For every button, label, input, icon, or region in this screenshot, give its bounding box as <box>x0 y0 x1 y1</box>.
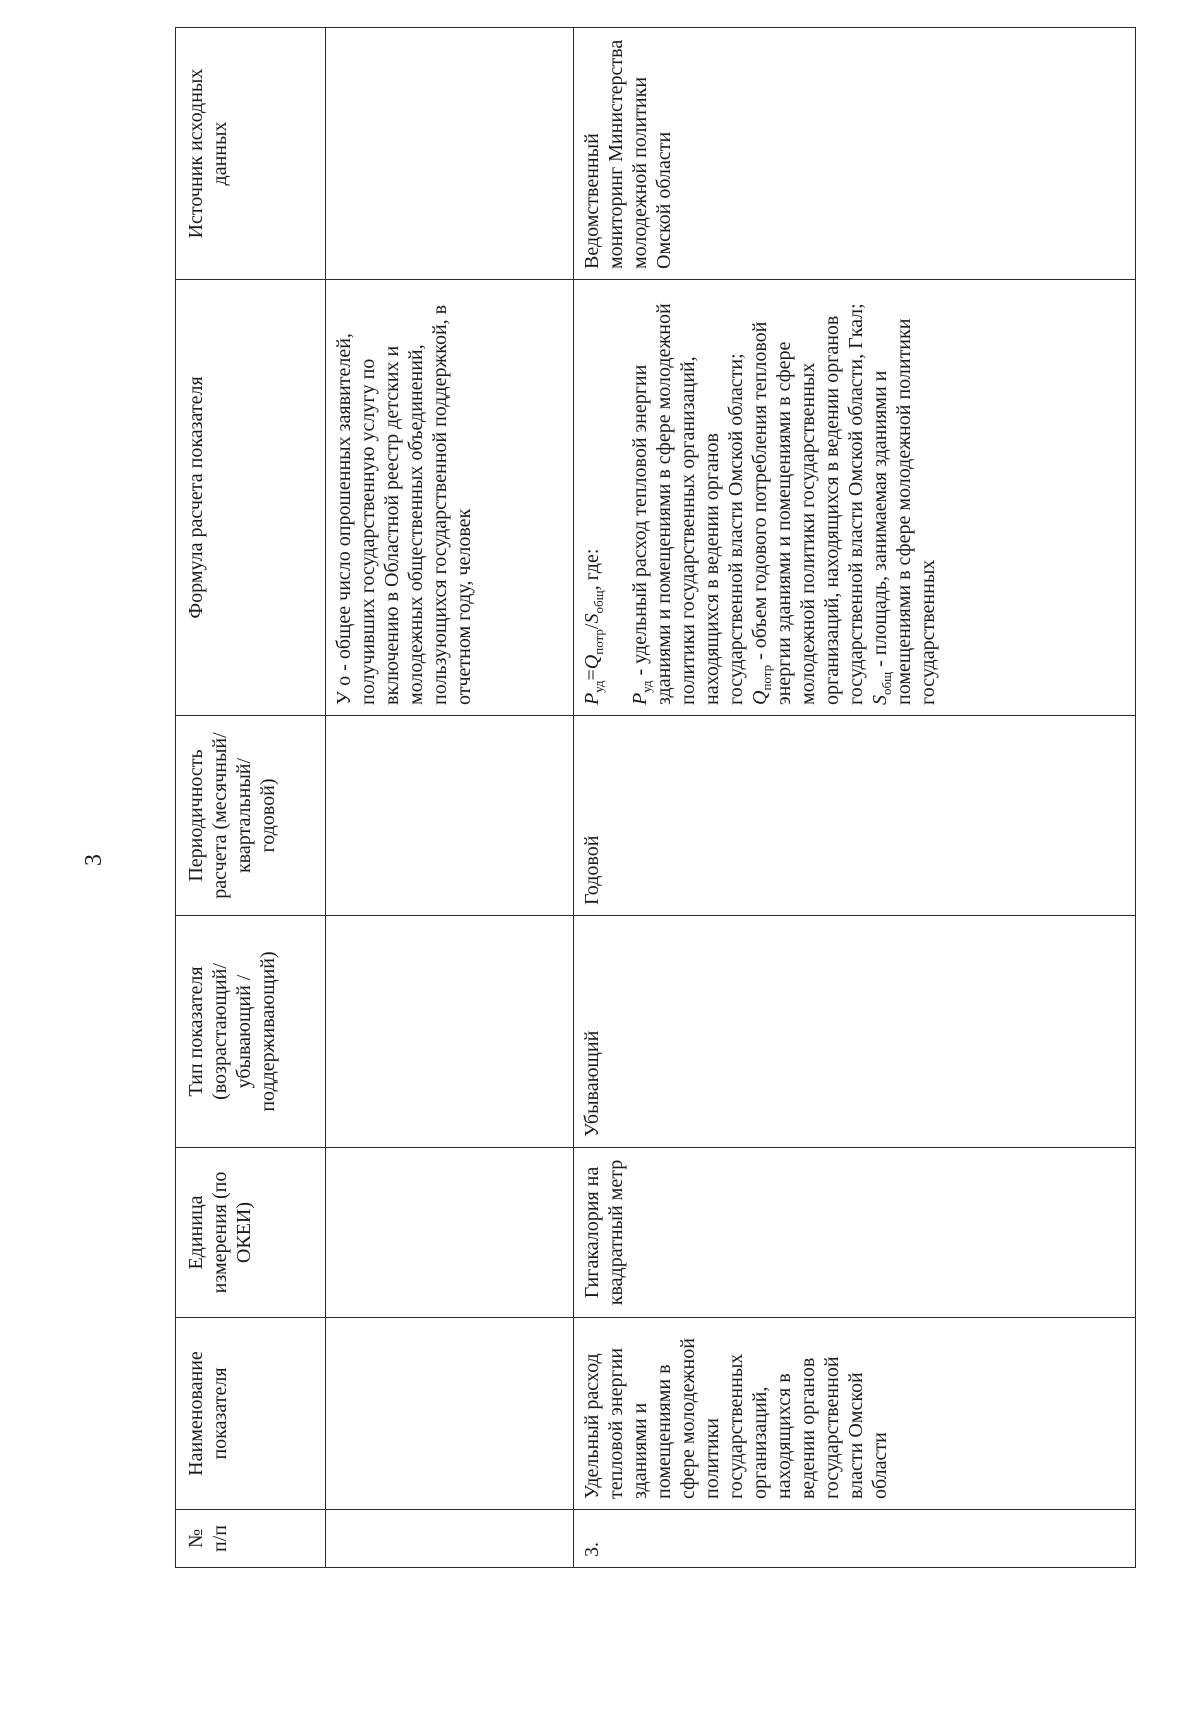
header-name: Наименование показателя <box>176 1318 326 1510</box>
formula-def-p: $P_{уд}$ - удельный расход тепловой энергии зданиями и помещениями в сфере молодежной политики государственных организаций, находящихся в ведении органов государственной власти Омской области; <box>629 303 747 705</box>
cont-formula-cell: У о - общее число опрошенных заявителей, получивших государственную услугу по включению в Областной реестр детских и молодежных общественных объединений, пользующихся государственной поддержкой, в отчетном году, человек <box>326 280 574 716</box>
row3-source: Ведомственный мониторинг Министерства молодежной политики Омской области <box>574 28 1136 280</box>
cont-type-cell <box>326 916 574 1148</box>
page-number: 3 <box>81 854 107 866</box>
formula-expression: $P_{уд}=Q_{потр}/S_{общ}$, где: <box>581 548 606 705</box>
cont-name-cell <box>326 1318 574 1510</box>
table-row-continuation <box>326 28 574 1568</box>
cont-unit-cell <box>326 1148 574 1318</box>
cont-source-cell <box>326 28 574 280</box>
row3-type: Убывающий <box>574 916 1136 1148</box>
header-unit: Единица измерения (по ОКЕИ) <box>176 1148 326 1318</box>
rotated-table-container <box>175 28 1135 1568</box>
row3-num: 3. <box>574 1510 1136 1568</box>
cont-period-cell <box>326 716 574 916</box>
header-period: Периодичность расчета (месячный/ квартальный/ годовой) <box>176 716 326 916</box>
header-source: Источник исходных данных <box>176 28 326 280</box>
cont-num-cell <box>326 1510 574 1568</box>
table-header-row <box>176 28 326 1568</box>
formula-def-q: $Q_{потр}$ - объем годового потребления тепловой энергии зданиями и помещениями в сфере молодежной политики государственных организаций, находящихся в ведении органов государственной власти Омской области, Гкал; <box>749 303 867 705</box>
row3-formula <box>574 280 1136 716</box>
header-formula: Формула расчета показателя <box>176 280 326 716</box>
row3-unit: Гигакалория на квадратный метр <box>574 1148 1136 1318</box>
header-num: № п/п <box>176 1510 326 1568</box>
row3-period: Годовой <box>574 716 1136 916</box>
formula-def-s: $S_{общ}$ - площадь, занимаемая зданиями и помещениями в сфере молодежной политики государственных <box>869 318 939 705</box>
row3-name: Удельный расход тепловой энергии зданиями и помещениями в сфере молодежной политики государственных организаций, находящихся в ведении органов государственной власти Омской области <box>574 1318 1136 1510</box>
table-row-3 <box>574 28 1136 1568</box>
indicator-table <box>175 27 1136 1568</box>
header-type: Тип показателя (возрастающий/ убывающий / поддерживающий) <box>176 916 326 1148</box>
